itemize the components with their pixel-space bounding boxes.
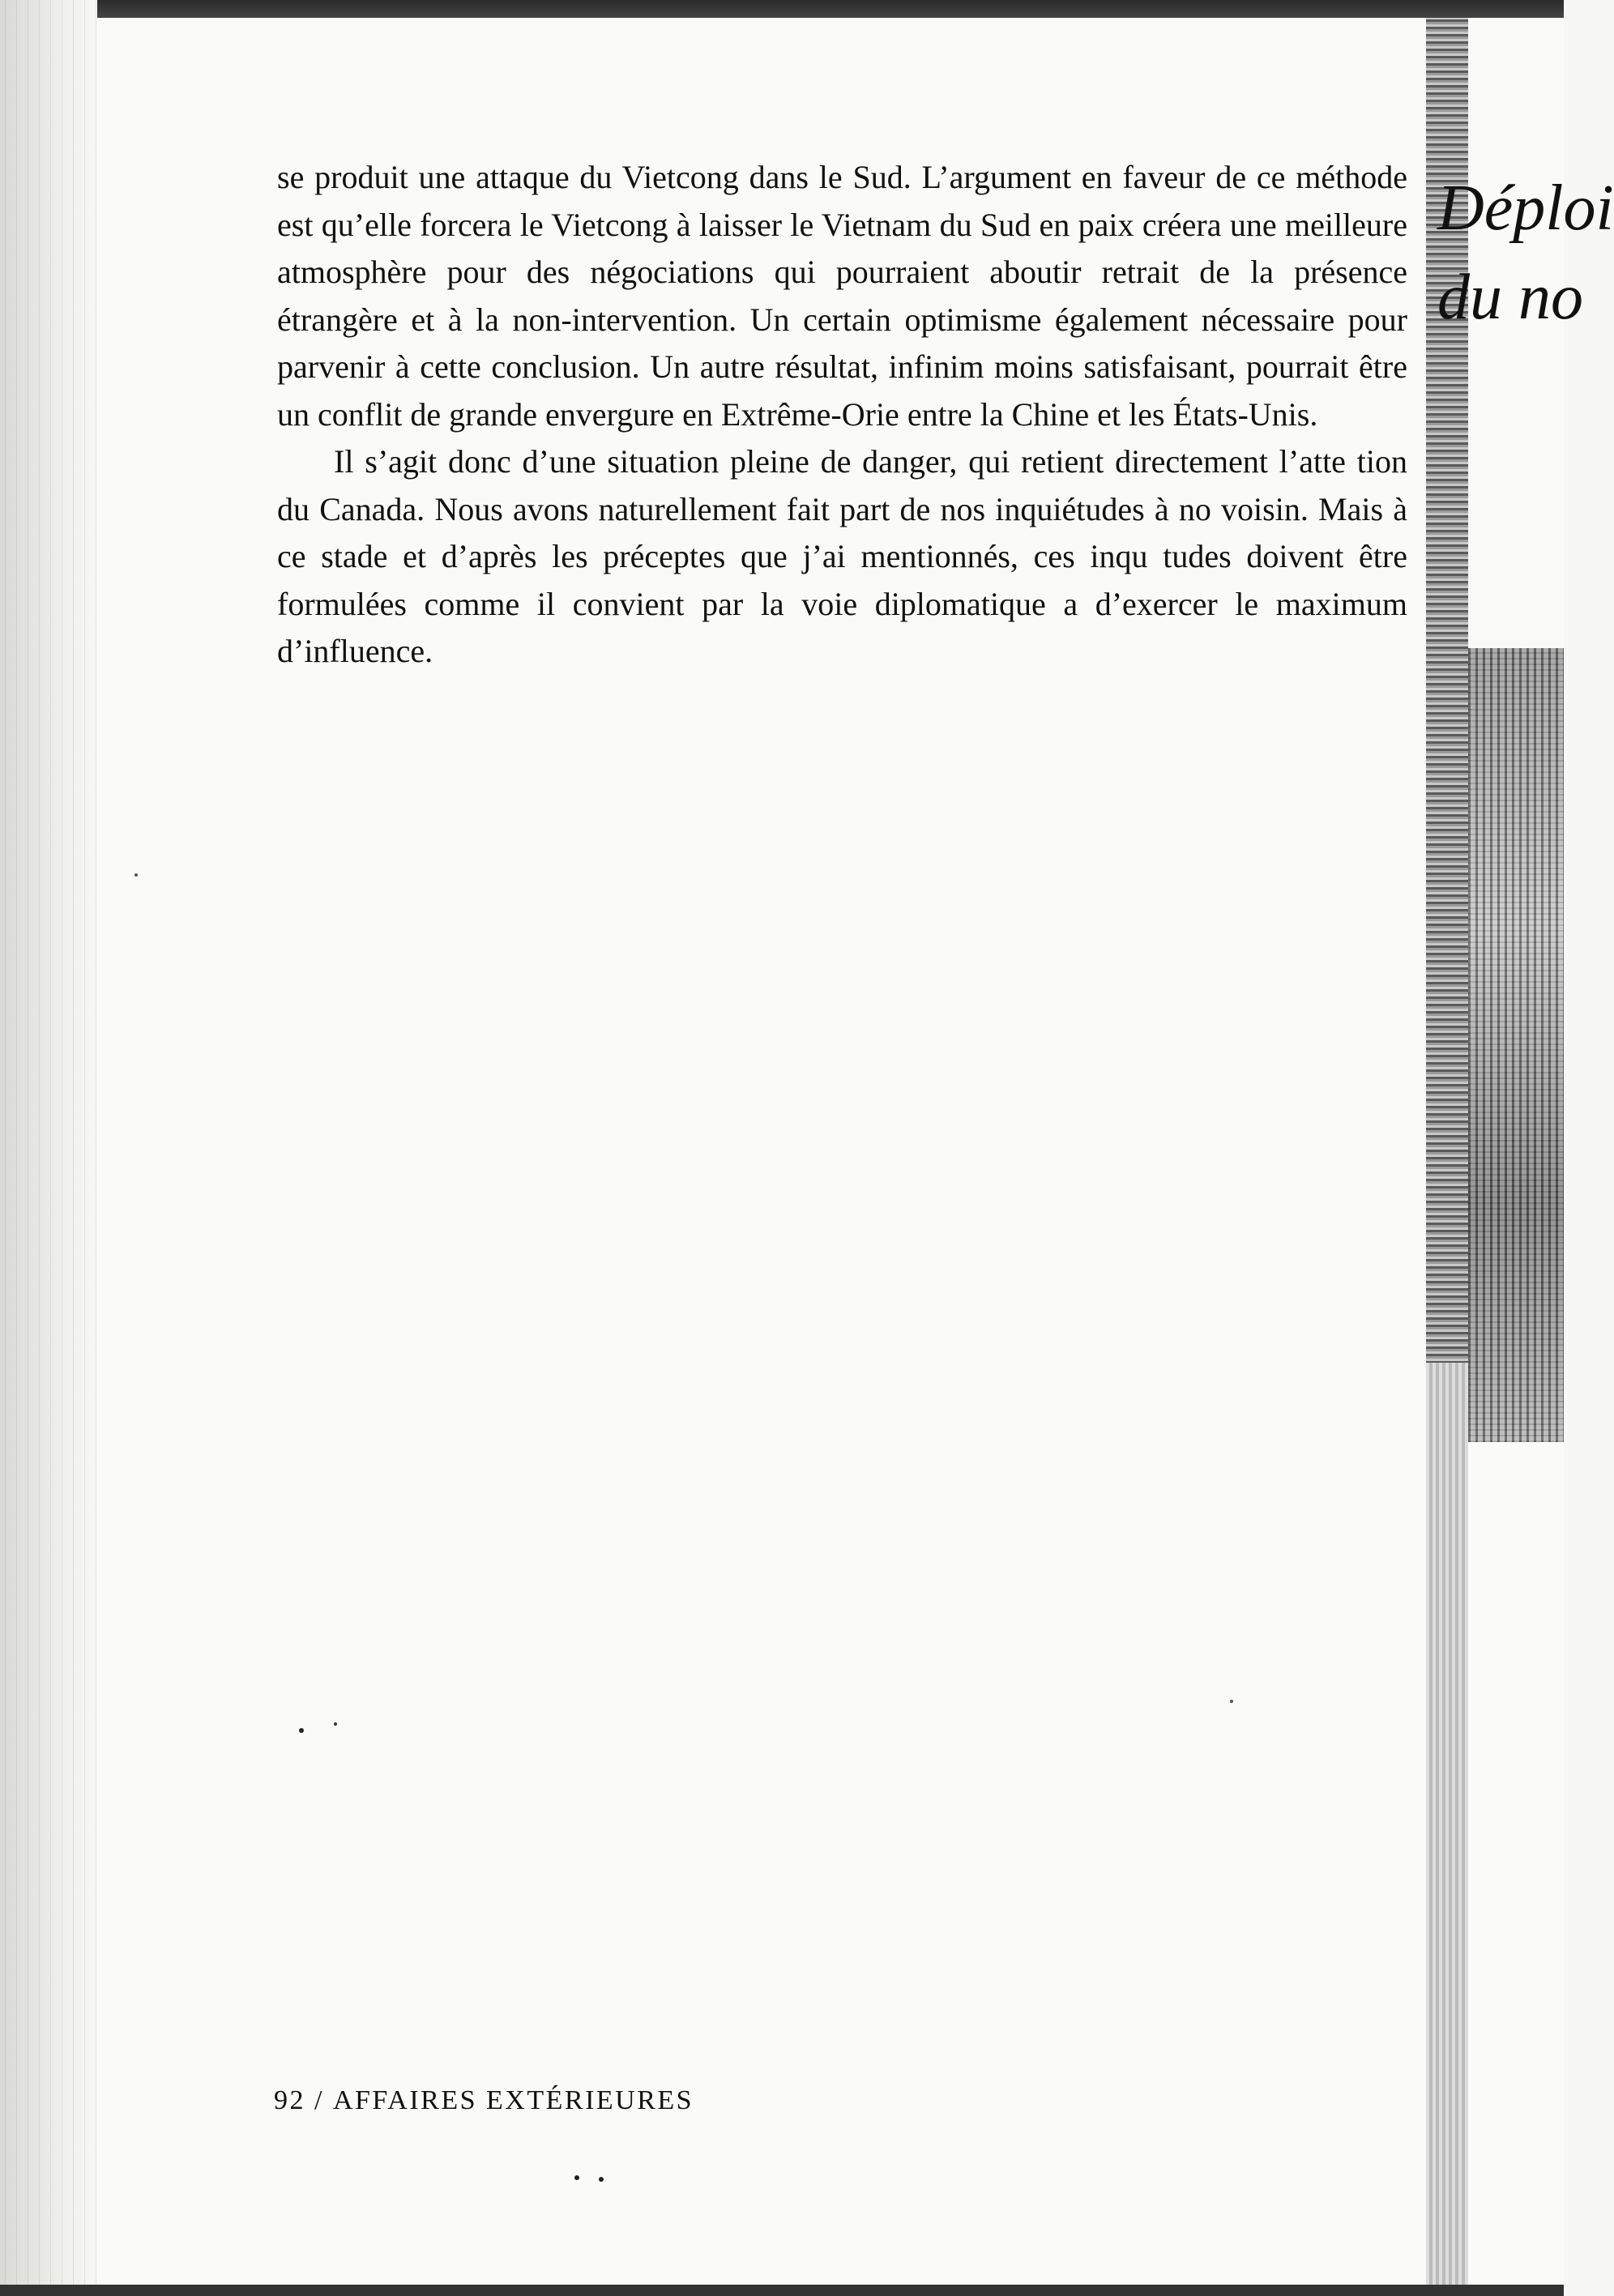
paragraph-1: se produit une attaque du Vietcong dans le Sud. L’argument en faveur de ce méthode est qu’elle forcera le Vietcong à laisser le Vietnam du Sud en paix créera une meilleure atmosphère pour des négociations qui pourraient aboutir retrait de la présence étrangère et à la non-intervention. Un certain optimisme également nécessaire pour parvenir à cette conclusion. Un autre résultat, infinim moins satisfaisant, pourrait être un conflit de grande envergure en Extrême-Orie entre la Chine et les États-Unis. — [277, 159, 1407, 433]
right-page-edge — [1426, 18, 1614, 2285]
top-scan-edge — [0, 0, 1564, 18]
footer-separator: / — [305, 2085, 333, 2115]
paragraph-2: Il s’agit donc d’une situation pleine de danger, qui retient directement l’atte tion du Canada. Nous avons naturellement fait part de nos inquiétudes à no voisin. Mais à ce stade et d’après les préceptes que j’ai mentionnés, ces inqu tudes doivent être formulées comme il convient par la voie diplomatique a d’exercer le maximum d’influence. — [277, 443, 1407, 669]
body-text — [277, 154, 1407, 676]
right-page-blank-area — [1468, 1444, 1564, 2286]
right-page-heading — [1437, 164, 1614, 342]
binding-strip — [1426, 18, 1468, 2285]
heading-line-1: Déploi — [1437, 173, 1614, 244]
page-footer — [274, 2085, 694, 2116]
right-page-photo — [1468, 648, 1564, 1442]
bottom-scan-edge — [0, 2285, 1564, 2296]
page-number: 92 — [274, 2085, 305, 2115]
heading-line-2: du no — [1437, 262, 1583, 333]
publication-title: AFFAIRES EXTÉRIEURES — [332, 2085, 694, 2115]
left-binding-gutter — [0, 0, 97, 2296]
